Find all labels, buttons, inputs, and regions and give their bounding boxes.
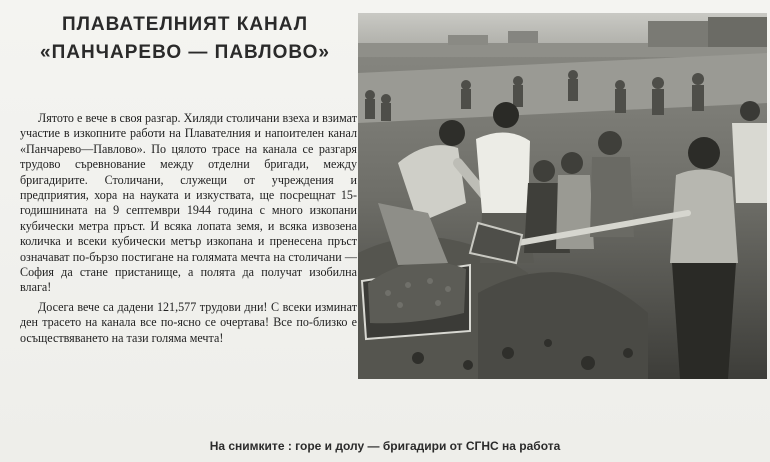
heading-line-2: «ПАНЧАРЕВО — ПАВЛОВО» (40, 42, 330, 63)
article-heading (24, 10, 346, 64)
workers-photo (358, 13, 767, 379)
heading-line-1: ПЛАВАТЕЛНИЯТ КАНАЛ (61, 14, 309, 35)
article-body (20, 111, 357, 346)
article-paragraph-1: Лятото е вече в своя разгар. Хиляди столичани взеха и взимат участие в изкопните работи на Плавателния и напоителен канал «Панчарево—Павлово». По цялото трасе на канала се разгаря трудово съревнование между отделни бригади, между бригадирите. Столичани, служещи от учреждения и предприятия, хора на науката и изкуствата, ще посрещнат 15-годишнината на 9 септември 1944 година с много изкопани кубически метра пръст. И всяка лопата земя, и всяка извозена количка и всеки кубически метър изкопана и пренесена пръст означават по-бързо постигане на голямата мечта на столичани — София да стане пристанище, а полята да получат изобилна влага! (20, 111, 357, 295)
article-paragraph-2: Досега вече са дадени 121,577 трудови дни! С всеки изминат ден трасето на канала все по-ясно се очертава! Все по-близко е осъществяването на тази голяма мечта! (20, 299, 357, 345)
workers-photo-illustration (358, 13, 767, 379)
photo-caption: На снимките : горе и долу — бригадири от СГНС на работа (209, 439, 561, 453)
